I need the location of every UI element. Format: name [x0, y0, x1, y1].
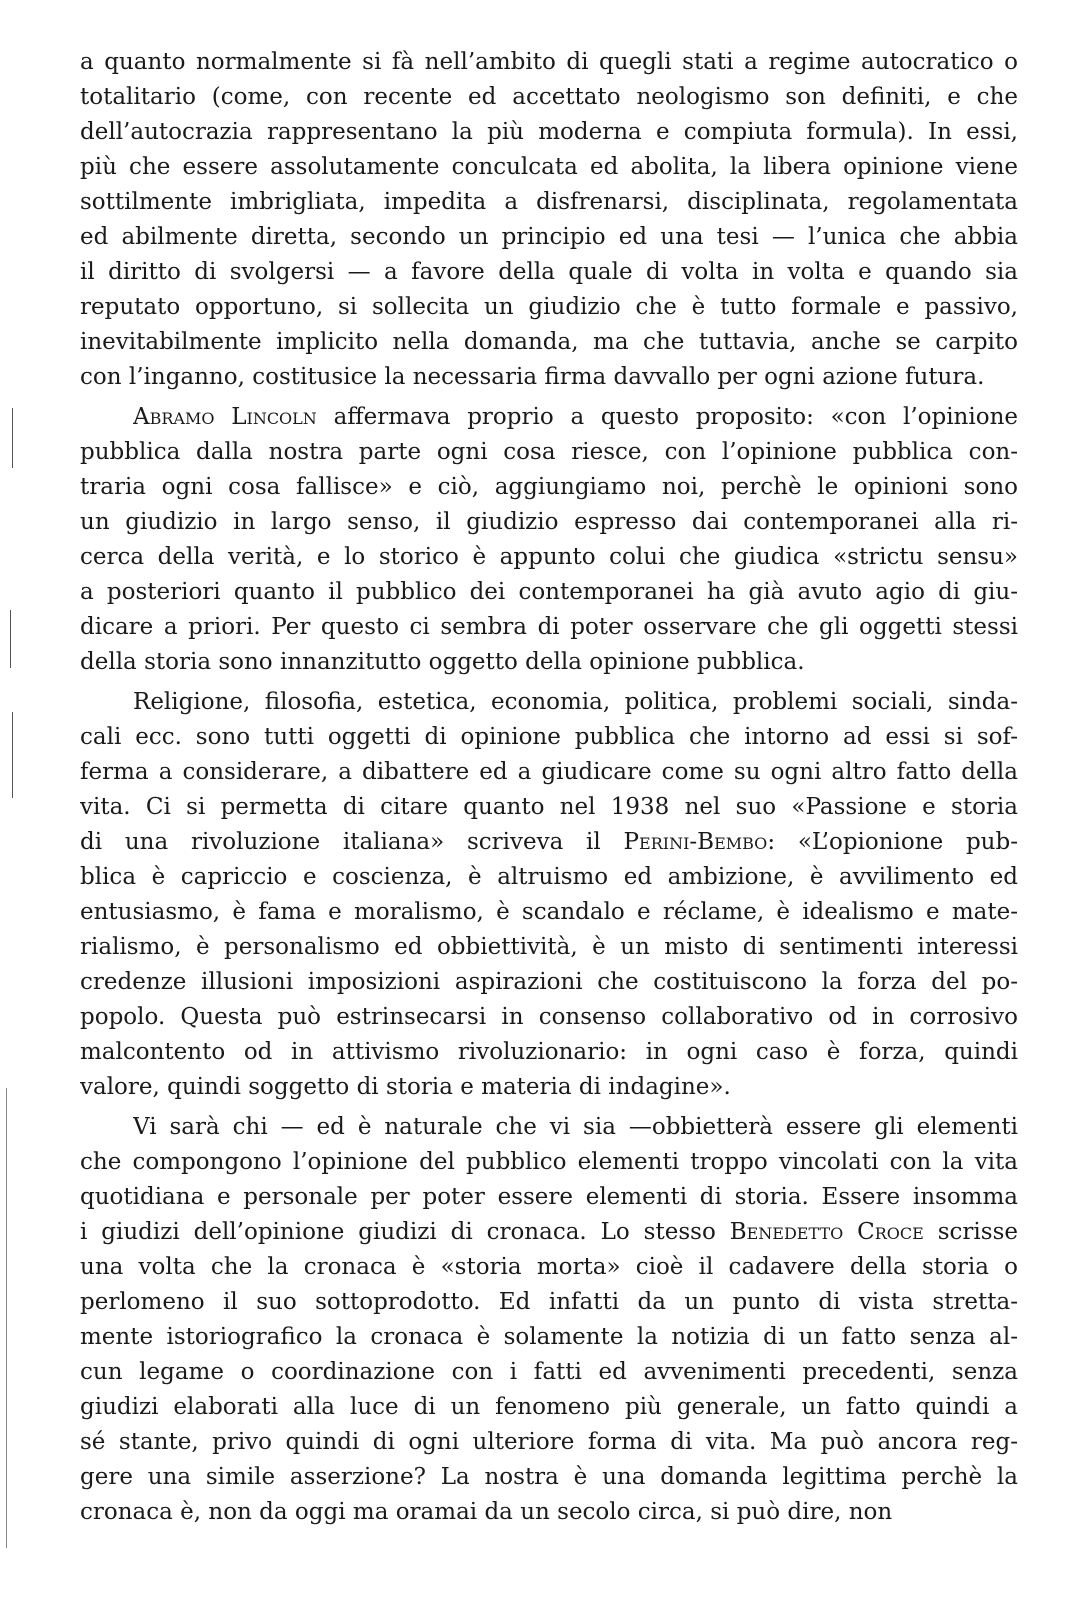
scan-margin-mark — [12, 712, 13, 798]
text-line: blica è capriccio e coscienza, è altruismo ed ambizione, è avvilimento ed — [80, 864, 1018, 890]
text-span: scrisse — [923, 1219, 1018, 1245]
text-line: Vi sarà chi — ed è naturale che vi sia —obbietterà essere gli elementi — [133, 1114, 1018, 1140]
text-line: dell’autocrazia rappresentano la più moderna e compiuta formula). In essi, — [80, 119, 1018, 145]
text-line: reputato opportuno, si sollecita un giudizio che è tutto formale e passivo, — [80, 294, 1018, 320]
text-line — [133, 399, 1018, 435]
text-line: sé stante, privo quindi di ogni ulteriore forma di vita. Ma può ancora reg- — [80, 1429, 1018, 1455]
text-line: a posteriori quanto il pubblico dei contemporanei ha già avuto agio di giu- — [80, 579, 1018, 605]
text-span: : «L’opionione pub- — [767, 829, 1018, 855]
text-line: traria ogni cosa fallisce» e ciò, aggiungiamo noi, perchè le opinioni sono — [80, 474, 1018, 500]
text-line: a quanto normalmente si fà nell’ambito di quegli stati a regime autocratico o — [80, 49, 1018, 75]
text-line: popolo. Questa può estrinsecarsi in consenso collaborativo od in corrosivo — [80, 1004, 1018, 1030]
text-line — [80, 824, 1018, 860]
text-line: con l’inganno, costitusice la necessaria firma davvallo per ogni azione futura. — [80, 364, 985, 390]
text-line: una volta che la cronaca è «storia morta» cioè il cadavere della storia o — [80, 1254, 1018, 1280]
text-line: vita. Ci si permetta di citare quanto nel 1938 nel suo «Passione e storia — [80, 794, 1018, 820]
text-line: della storia sono innanzitutto oggetto della opinione pubblica. — [80, 649, 805, 675]
text-line: dicare a priori. Per questo ci sembra di poter osservare che gli oggetti stessi — [80, 614, 1018, 640]
text-line: credenze illusioni imposizioni aspirazioni che costituiscono la forza del po- — [80, 969, 1018, 995]
text-line: gere una simile asserzione? La nostra è una domanda legittima perchè la — [80, 1464, 1018, 1490]
scan-margin-mark — [10, 610, 11, 668]
text-span: affermava proprio a questo proposito: «con l’opinione — [316, 404, 1018, 430]
text-line: che compongono l’opinione del pubblico elementi troppo vincolati con la vita — [80, 1149, 1018, 1175]
text-span: i giudizi dell’opinione giudizi di cronaca. Lo stesso — [80, 1219, 730, 1245]
text-line: giudizi elaborati alla luce di un fenomeno più generale, un fatto quindi a — [80, 1394, 1018, 1420]
author-name: Abramo Lincoln — [133, 404, 317, 430]
text-line: rialismo, è personalismo ed obbiettività, è un misto di sentimenti interessi — [80, 934, 1018, 960]
text-line: Religione, filosofia, estetica, economia, politica, problemi sociali, sinda- — [133, 689, 1018, 715]
author-name: Benedetto Croce — [729, 1219, 924, 1245]
author-name: Perini-Bembo — [623, 829, 768, 855]
text-line: cali ecc. sono tutti oggetti di opinione pubblica che intorno ad essi si sof- — [80, 724, 1018, 750]
text-line: ferma a considerare, a dibattere ed a giudicare come su ogni altro fatto della — [80, 759, 1018, 785]
text-line: entusiasmo, è fama e moralismo, è scandalo e réclame, è idealismo e mate- — [80, 899, 1018, 925]
text-line: sottilmente imbrigliata, impedita a disfrenarsi, disciplinata, regolamentata — [80, 189, 1018, 215]
text-line: perlomeno il suo sottoprodotto. Ed infatti da un punto di vista stretta- — [80, 1289, 1018, 1315]
text-line: malcontento od in attivismo rivoluzionario: in ogni caso è forza, quindi — [80, 1039, 1018, 1065]
text-line: pubblica dalla nostra parte ogni cosa riesce, con l’opinione pubblica con- — [80, 439, 1018, 465]
text-span: di una rivoluzione italiana» scriveva il — [80, 829, 624, 855]
text-line: quotidiana e personale per poter essere elementi di storia. Essere insomma — [80, 1184, 1018, 1210]
scan-margin-mark — [6, 1088, 7, 1548]
text-line: inevitabilmente implicito nella domanda, ma che tuttavia, anche se carpito — [80, 329, 1018, 355]
text-line: mente istoriografico la cronaca è solamente la notizia di un fatto senza al- — [80, 1324, 1018, 1350]
text-line: un giudizio in largo senso, il giudizio espresso dai contemporanei alla ri- — [80, 509, 1018, 535]
text-line: totalitario (come, con recente ed accettato neologismo son definiti, e che — [80, 84, 1018, 110]
text-line: il diritto di svolgersi — a favore della quale di volta in volta e quando sia — [80, 259, 1018, 285]
text-line: ed abilmente diretta, secondo un principio ed una tesi — l’unica che abbia — [80, 224, 1018, 250]
text-line: valore, quindi soggetto di storia e materia di indagine». — [80, 1074, 731, 1100]
text-line: cronaca è, non da oggi ma oramai da un secolo circa, si può dire, non — [80, 1499, 893, 1525]
text-line: cerca della verità, e lo storico è appunto colui che giudica «strictu sensu» — [80, 544, 1018, 570]
scan-margin-mark — [12, 408, 13, 468]
text-line: più che essere assolutamente conculcata ed abolita, la libera opinione viene — [80, 154, 1018, 180]
text-line: cun legame o coordinazione con i fatti ed avvenimenti precedenti, senza — [80, 1359, 1018, 1385]
text-line — [80, 1214, 1018, 1250]
